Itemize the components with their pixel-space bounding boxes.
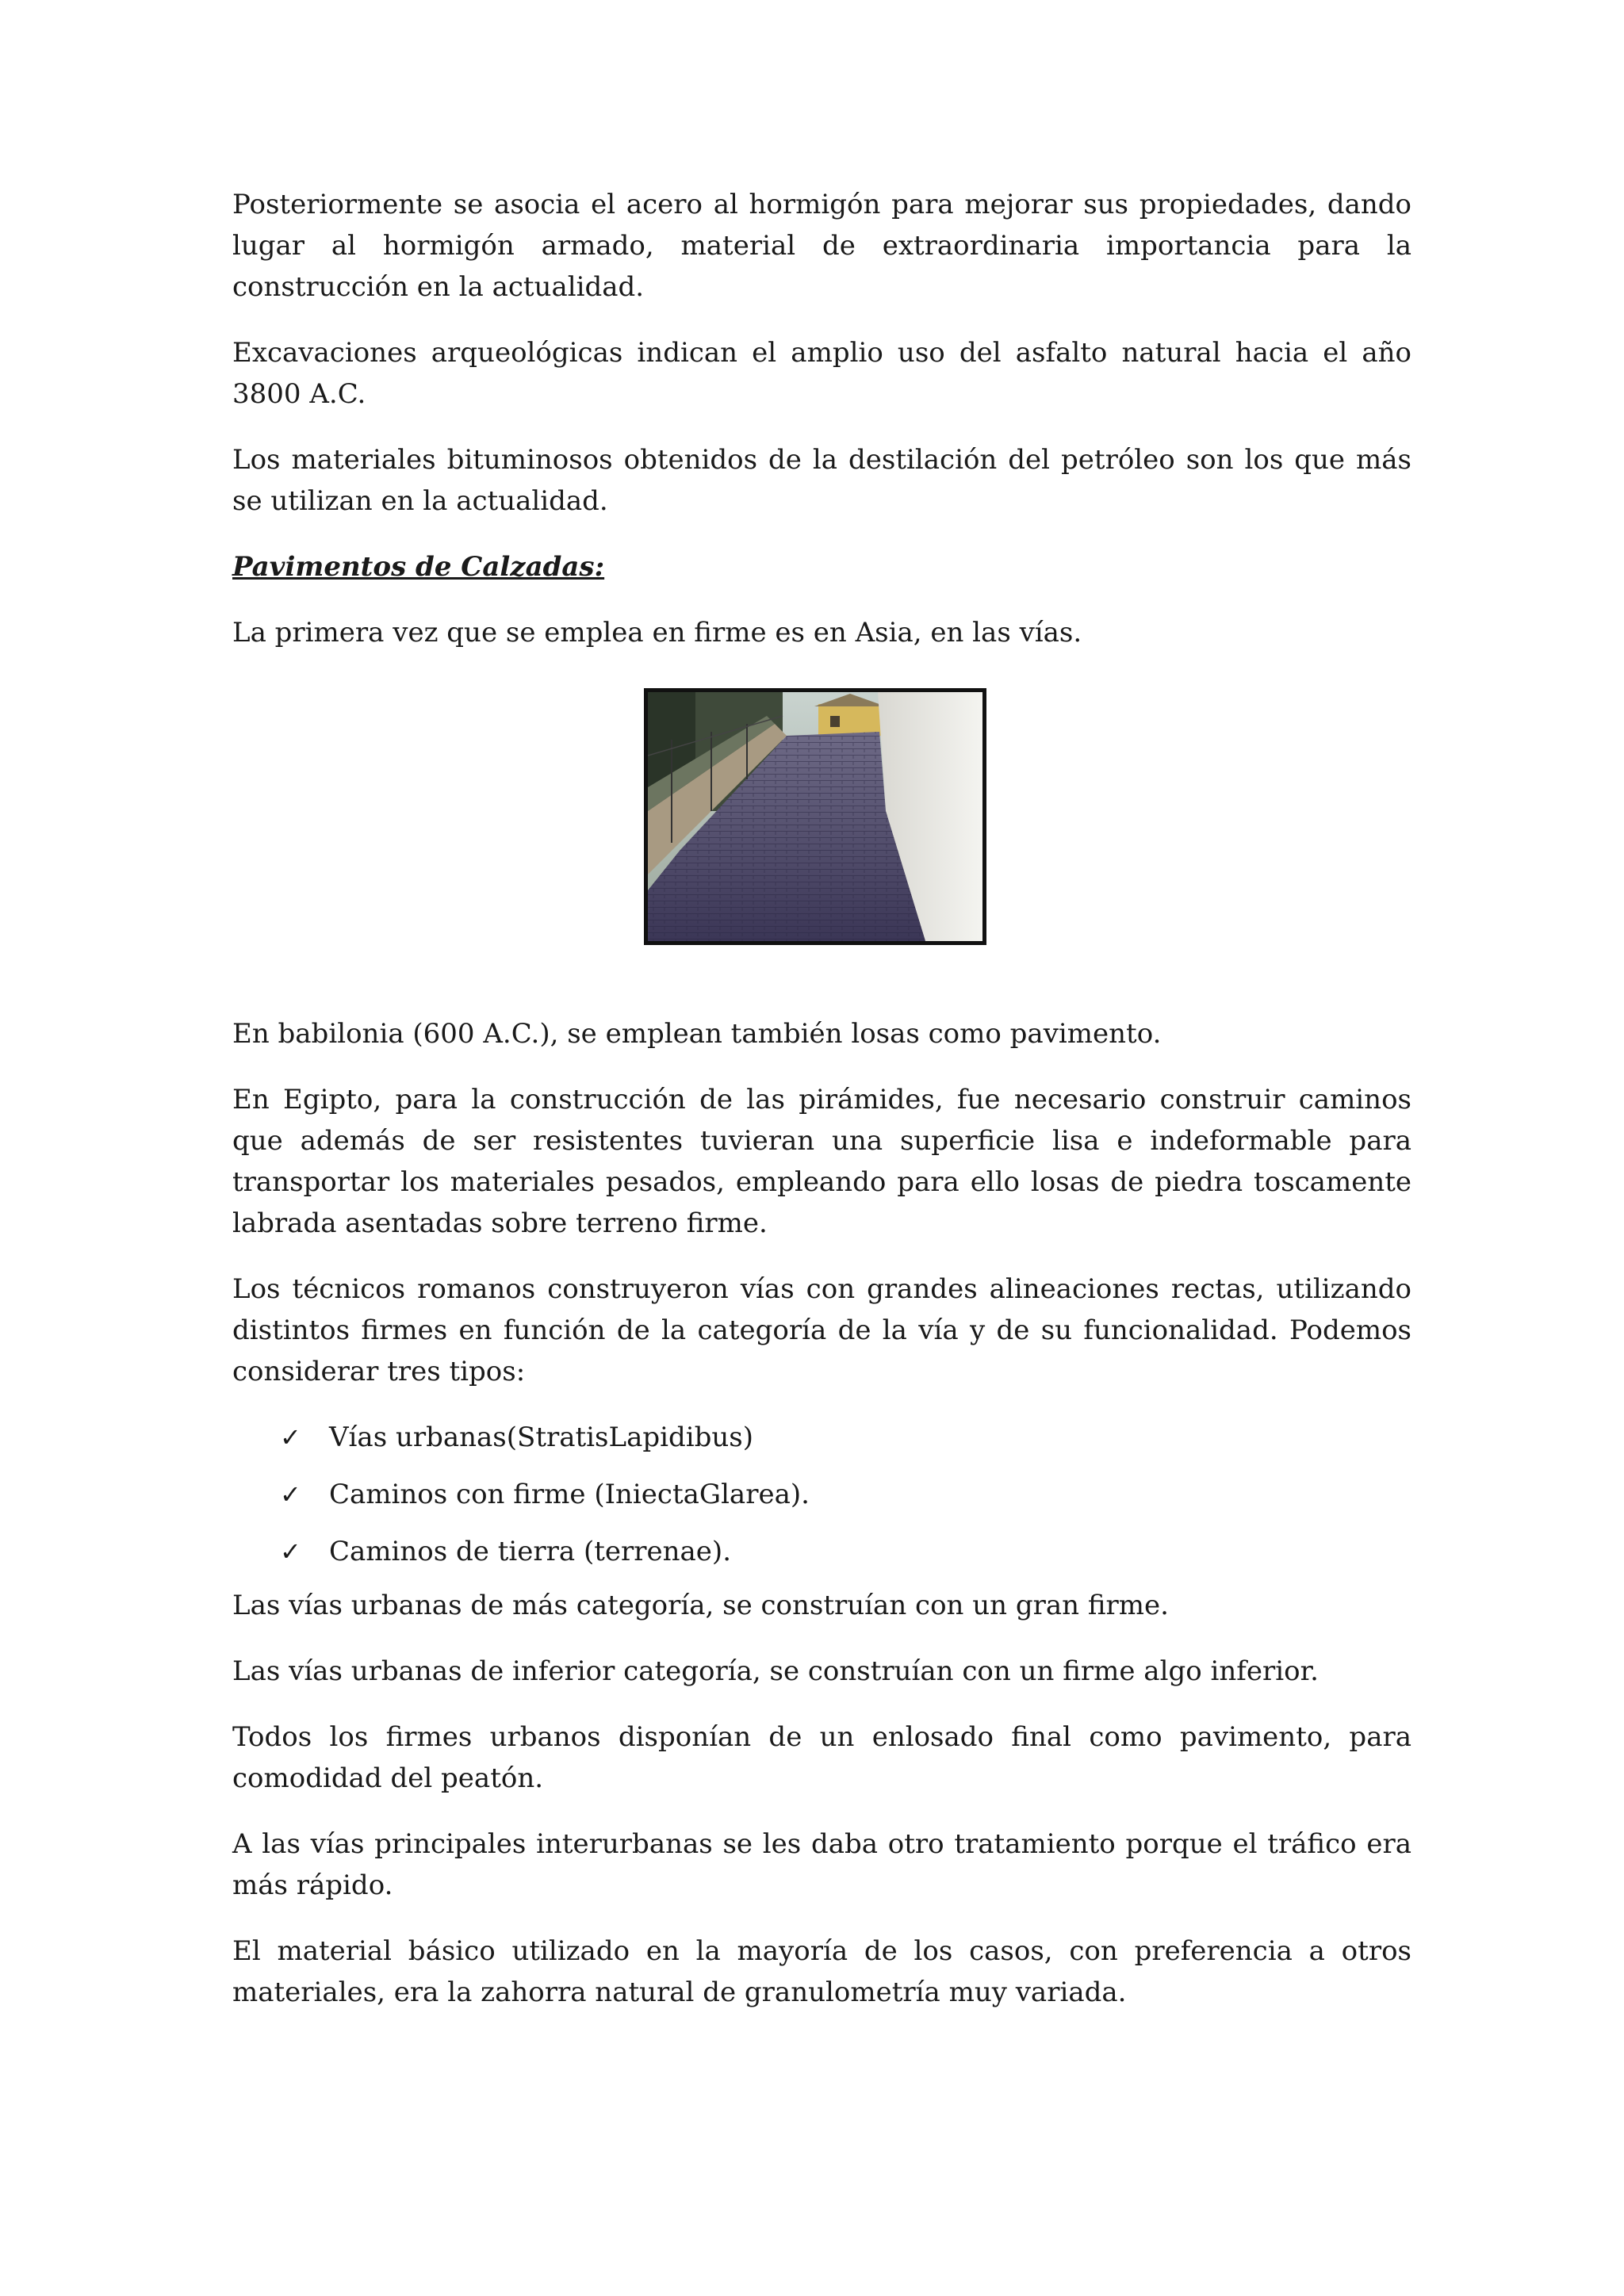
paragraph-vias-mas-categoria: Las vías urbanas de más categoría, se construían con un gran firme. bbox=[232, 1590, 1169, 1621]
list-item bbox=[280, 1474, 1411, 1531]
paragraph-zahorra: El material básico utilizado en la mayoría de los casos, con preferencia a otros materiales, era la zahorra natural de granulometría muy variada. bbox=[232, 1935, 1411, 2008]
checkmark-icon: ✓ bbox=[280, 1536, 301, 1567]
paragraph-interurbanas: A las vías principales interurbanas se les daba otro tratamiento porque el tráfico era más rápido. bbox=[232, 1828, 1411, 1901]
paragraph-asphalt-history: Excavaciones arqueológicas indican el amplio uso del asfalto natural hacia el año 3800 A.C. bbox=[232, 337, 1411, 410]
paragraph-bituminous: Los materiales bituminosos obtenidos de la destilación del petróleo son los que más se utilizan en la actualidad. bbox=[232, 444, 1411, 517]
paragraph-vias-inferior: Las vías urbanas de inferior categoría, se construían con un firme algo inferior. bbox=[232, 1655, 1319, 1687]
paragraph-firmes-urbanos: Todos los firmes urbanos disponían de un enlosado final como pavimento, para comodidad del peatón. bbox=[232, 1721, 1411, 1794]
paragraph-egipto: En Egipto, para la construcción de las pirámides, fue necesario construir caminos que además de ser resistentes tuvieran una superficie lisa e indeformable para transportar los materiales pesados, empleando para ello losas de piedra toscamente labrada asentadas sobre terreno firme. bbox=[232, 1084, 1411, 1239]
paragraph-romanos: Los técnicos romanos construyeron vías con grandes alineaciones rectas, utilizando distintos firmes en función de la categoría de la vía y de su funcionalidad. Podemos considerar tres tipos: bbox=[232, 1273, 1411, 1387]
list-item-label: Caminos con firme (IniectaGlarea). bbox=[329, 1479, 810, 1510]
road-photo-icon bbox=[648, 692, 982, 941]
list-item-label: Vías urbanas(StratisLapidibus) bbox=[329, 1422, 753, 1453]
section-heading: Pavimentos de Calzadas: bbox=[232, 551, 605, 583]
paved-road-photo bbox=[644, 688, 986, 945]
document-page bbox=[232, 184, 1411, 2038]
paragraph-concrete: Posteriormente se asocia el acero al hormigón para mejorar sus propiedades, dando lugar al hormigón armado, material de extraordinaria importancia para la construcción en la actualidad. bbox=[232, 189, 1411, 303]
list-item-label: Caminos de tierra (terrenae). bbox=[329, 1536, 731, 1567]
paragraph-asia: La primera vez que se emplea en firme es en Asia, en las vías. bbox=[232, 617, 1082, 649]
paragraph-babilonia: En babilonia (600 A.C.), se emplean también losas como pavimento. bbox=[232, 1018, 1162, 1050]
road-types-list bbox=[232, 1417, 1411, 1588]
list-item bbox=[280, 1531, 1411, 1588]
list-item bbox=[280, 1417, 1411, 1474]
checkmark-icon: ✓ bbox=[280, 1479, 301, 1510]
checkmark-icon: ✓ bbox=[280, 1422, 301, 1452]
